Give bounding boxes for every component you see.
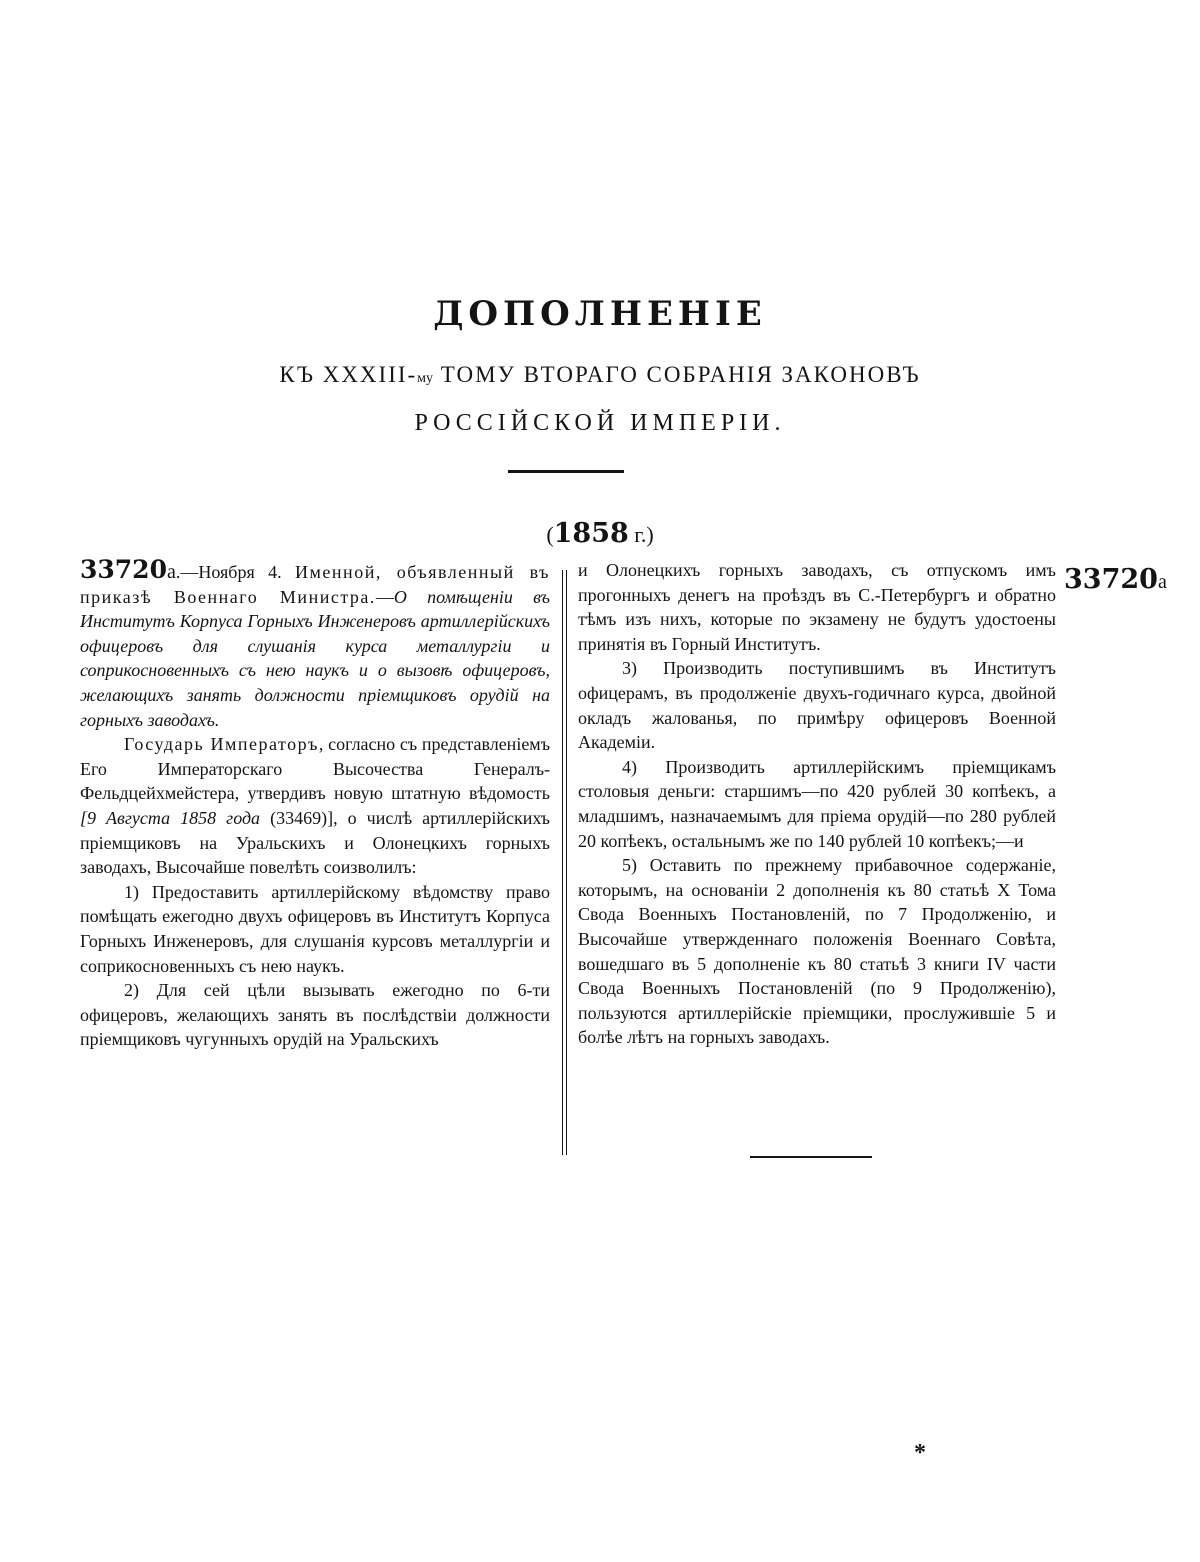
- paragraph: [80, 732, 550, 880]
- year-number: 1858: [553, 518, 629, 549]
- entry-date: .—Ноября 4.: [175, 562, 296, 582]
- margin-number: 33720: [1064, 564, 1158, 595]
- entry-heading: [80, 555, 551, 732]
- subtitle-part: ТОМУ ВТОРАГО СОБРАНІЯ ЗАКОНОВЪ: [433, 362, 921, 387]
- entry-subject: О помѣщеніи въ Институтъ Корпуса Горныхъ Инженеровъ артиллерійскихъ офицеровъ для слушанія курса металлургіи и соприкосновенныхъ съ нею наукъ и о вызовѣ офицеровъ, желающихъ занять должности пріемщиковъ орудій на горныхъ заводахъ.: [80, 586, 551, 730]
- footer-mark: *: [914, 1440, 926, 1466]
- year-paren: (: [546, 522, 554, 547]
- item-2-continued: и Олонецкихъ горныхъ заводахъ, съ отпускомъ имъ прогонныхъ денегъ на проѣздъ въ С.-Петербургъ и обратно тѣмъ изъ нихъ, которые по экзамену не будутъ удостоены принятія въ Горный Институтъ.: [578, 560, 1056, 654]
- item-2-start: 2) Для сей цѣли вызывать ежегодно по 6-ти офицеровъ, желающихъ занять въ послѣдствіи должности пріемщиковъ чугунныхъ орудій на Уральскихъ: [80, 980, 550, 1050]
- year-suffix: г.): [628, 522, 654, 547]
- subtitle-ordinal: му: [417, 371, 434, 386]
- title-rule: [508, 470, 624, 473]
- entry-decree-type: Именной, объявленный въ приказѣ Военнаго Министра.: [80, 562, 550, 607]
- year-heading: [0, 518, 1200, 549]
- emperor-title: Государь Императоръ: [124, 734, 319, 755]
- volume-subtitle: [0, 362, 1200, 388]
- paragraph-text: , о числѣ артиллерійскихъ пріемщиковъ на Уральскихъ и Олонецкихъ горныхъ заводахъ, Высочайше повелѣть соизволилъ:: [80, 807, 550, 878]
- page-title: ДОПОЛНЕНІЕ: [433, 294, 767, 334]
- item-4: 4) Производить артиллерійскимъ пріемщикамъ столовыя деньги: старшимъ—по 420 рублей 30 копѣекъ, а младшимъ, назначаемымъ для пріема орудій—по 280 рублей 20 копѣекъ, остальнымъ же по 140 рублей 10 копѣекъ;—и: [578, 756, 1056, 851]
- item-3: 3) Производить поступившимъ въ Институтъ офицерамъ, въ продолженіе двухъ-годичнаго курса, двойной окладъ жалованья, по примѣру офицеровъ Военной Академіи.: [578, 658, 1056, 753]
- right-column: [578, 558, 1056, 1050]
- margin-suffix: а: [1157, 571, 1167, 593]
- end-rule: [750, 1156, 872, 1158]
- margin-entry-number: [1064, 564, 1167, 595]
- entry-dash: —: [375, 586, 394, 607]
- column-divider: [562, 570, 563, 1155]
- column-divider: [566, 570, 567, 1155]
- entry-number: 33720: [80, 555, 167, 584]
- reference-date: [9 Августа 1858 года: [80, 807, 261, 828]
- item-1: 1) Предоставить артиллерійскому вѣдомству право помѣщать ежегодно двухъ офицеровъ въ Институтъ Корпуса Горныхъ Инженеровъ, для слушанія курсовъ металлургіи и соприкосновенныхъ съ нею наукъ.: [80, 881, 550, 976]
- empire-subtitle: РОССІЙСКОЙ ИМПЕРІИ.: [414, 410, 786, 436]
- item-5: 5) Оставить по прежнему прибавочное содержаніе, которымъ, на основаніи 2 дополненія къ 80 статьѣ X Тома Свода Военныхъ Постановленій, по 7 Продолженію, и Высочайше утвержденнаго положенія Военнаго Совѣта, вошедшаго въ 5 дополненіе къ 80 статьѣ 3 книги IV части Свода Военныхъ Постановленій (по 9 Продолженію), пользуются артиллерійскіе пріемщики, прослужившіе 5 и болѣе лѣтъ на горныхъ заводахъ.: [578, 855, 1056, 1048]
- entry-suffix: а: [166, 561, 176, 583]
- left-column: [80, 555, 551, 1052]
- subtitle-part: КЪ XXXIII-: [279, 362, 418, 387]
- paragraph-text: , согласно съ представленіемъ Его Императорскаго Высочества Генералъ-Фельдцейхмейстера, утвердивъ новую штатную вѣдомость: [80, 734, 551, 804]
- reference-number: (33469)]: [260, 807, 334, 828]
